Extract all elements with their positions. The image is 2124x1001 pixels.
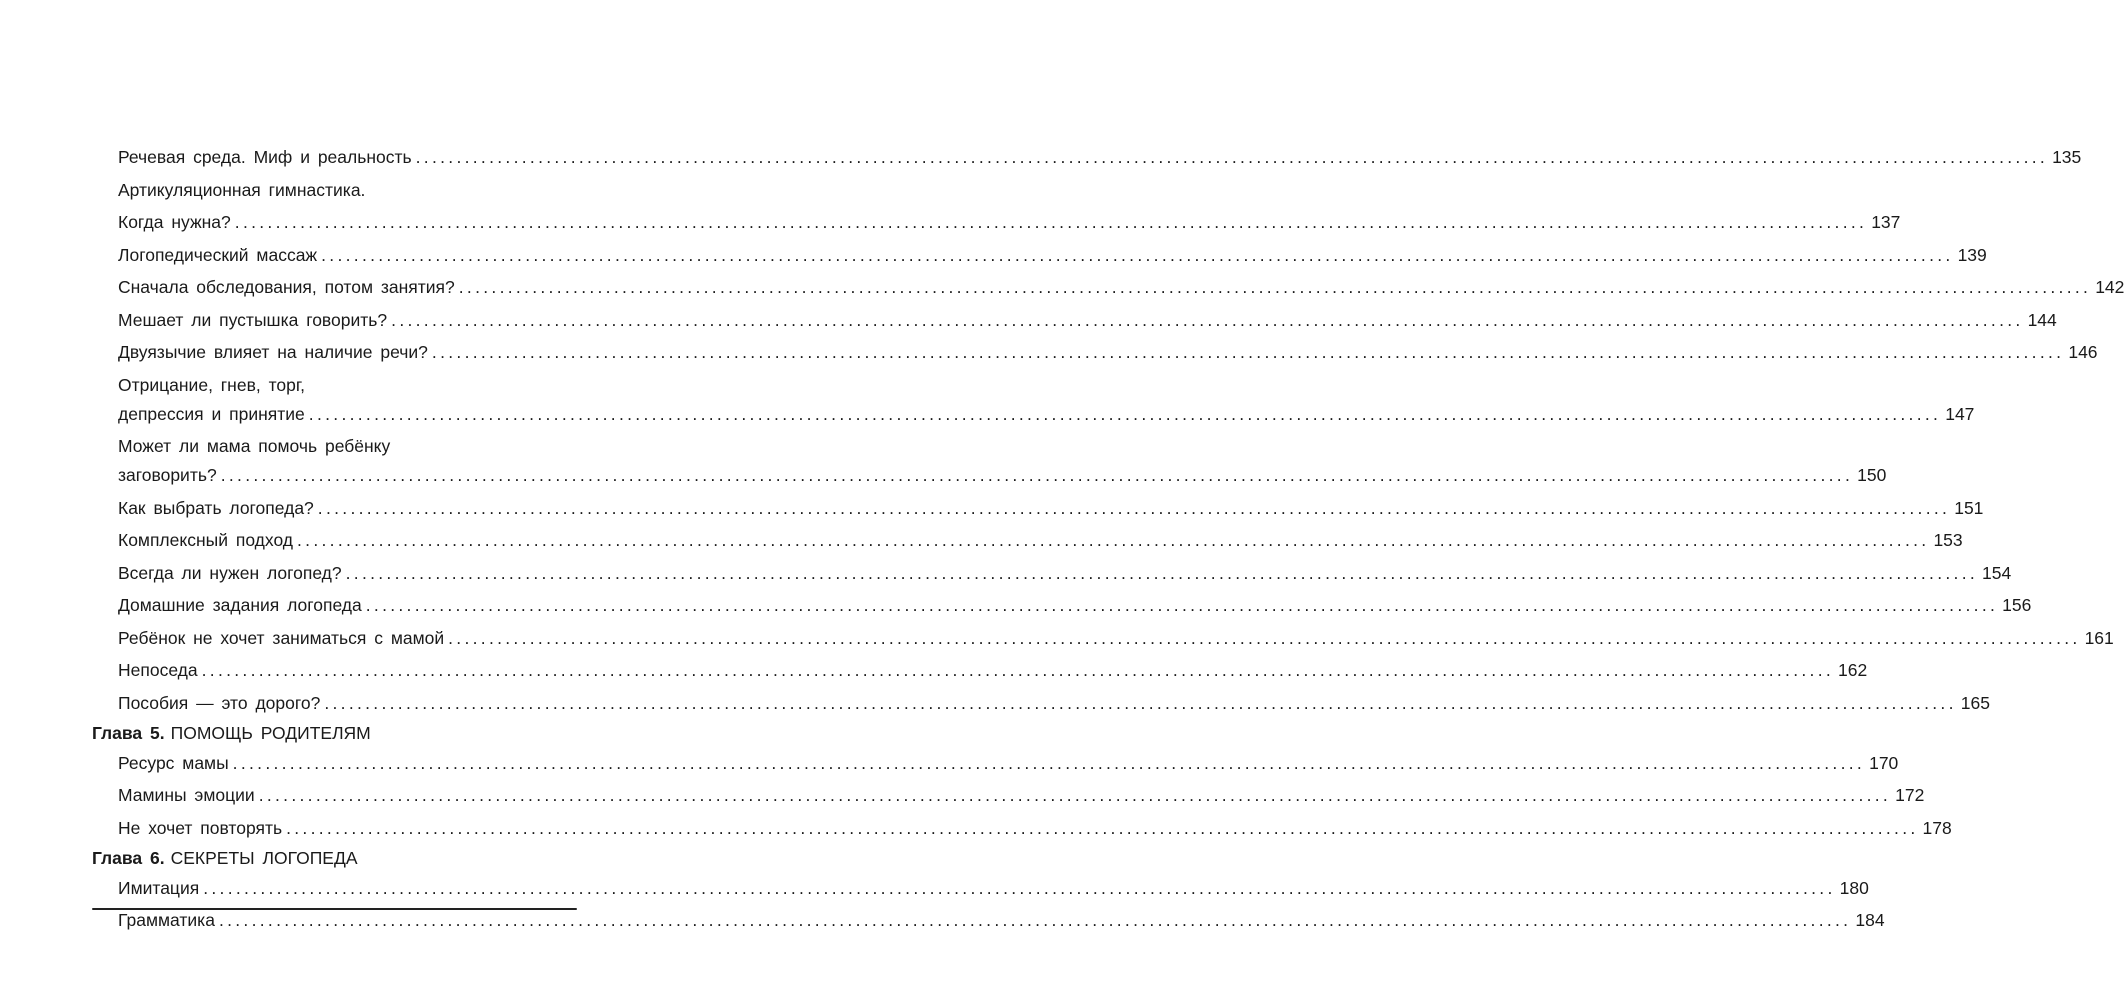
- page-number: 165: [1960, 692, 1990, 713]
- chapter-heading: [92, 848, 578, 868]
- toc-entry: [118, 497, 1984, 518]
- page-number: 135: [2052, 147, 2082, 167]
- page-number: 172: [1895, 785, 1925, 805]
- entry-title-line: Речевая среда. Миф и реальность: [118, 147, 412, 167]
- entry-title-line: Всегда ли нужен логопед?: [118, 562, 342, 583]
- dot-leader: ........................................................................................................................................................................................................: [220, 465, 1854, 485]
- dot-leader: ........................................................................................................................................................................................................: [286, 817, 1919, 838]
- entry-title-line: Двуязычие влияет на наличие речи?: [118, 342, 428, 362]
- entry-title-line: Мешает ли пустышка говорить?: [118, 309, 388, 330]
- page-number: 161: [2084, 627, 2114, 648]
- dot-leader: ........................................................................................................................................................................................................: [297, 530, 1930, 550]
- chapter-title: СЕКРЕТЫ ЛОГОПЕДА: [170, 848, 358, 868]
- entry-title-line: Комплексный подход: [118, 530, 294, 550]
- dot-leader: ........................................................................................................................................................................................................: [415, 147, 2049, 167]
- page-number: 170: [1869, 752, 1899, 773]
- toc-entry: [118, 309, 2057, 330]
- entry-title-line: заговорить?: [118, 465, 217, 485]
- chapter-heading: [92, 723, 578, 743]
- chapter-title: ПОМОЩЬ РОДИТЕЛЯМ: [170, 723, 371, 743]
- dot-leader: ........................................................................................................................................................................................................: [324, 692, 1957, 713]
- dot-leader: ........................................................................................................................................................................................................: [201, 660, 1835, 680]
- toc-entry: [118, 374, 1975, 424]
- dot-leader: ........................................................................................................................................................................................................: [458, 277, 2092, 297]
- entry-title-line: Не хочет повторять: [118, 817, 283, 838]
- page-number: 180: [1839, 877, 1869, 898]
- page-number: 146: [2068, 342, 2098, 362]
- entry-title-line: Как выбрать логопеда?: [118, 497, 314, 518]
- dot-leader: ........................................................................................................................................................................................................: [321, 244, 1954, 265]
- dot-leader: ........................................................................................................................................................................................................: [232, 752, 1866, 773]
- dot-leader: ........................................................................................................................................................................................................: [345, 562, 1979, 583]
- dot-leader: ........................................................................................................................................................................................................: [308, 403, 1942, 424]
- dot-leader: ........................................................................................................................................................................................................: [391, 309, 2024, 330]
- toc-entry: [118, 562, 2012, 583]
- toc-entry: [118, 817, 1952, 838]
- bottom-rule: [92, 908, 577, 910]
- page-number: 156: [2002, 595, 2032, 615]
- page-number: 147: [1945, 403, 1975, 424]
- chapter-number: Глава 5.: [92, 723, 165, 743]
- toc-entry: [118, 660, 1868, 680]
- entry-title-line: Когда нужна?: [118, 212, 231, 232]
- dot-leader: ........................................................................................................................................................................................................: [317, 497, 1951, 518]
- page-number: 150: [1857, 465, 1887, 485]
- dot-leader: ........................................................................................................................................................................................................: [431, 342, 2065, 362]
- page-number: 139: [1957, 244, 1987, 265]
- toc-entry: [118, 179, 1901, 233]
- toc-entry: [118, 595, 2032, 615]
- toc-entry: [118, 436, 1887, 485]
- entry-title-line: Имитация: [118, 877, 200, 898]
- toc-entry: [118, 910, 1885, 930]
- toc-entry: [118, 530, 1963, 550]
- toc-entry: [118, 877, 1869, 898]
- page-number: 184: [1855, 910, 1885, 930]
- dot-leader: ........................................................................................................................................................................................................: [203, 877, 1836, 898]
- entry-title-line: Мамины эмоции: [118, 785, 255, 805]
- entry-title-line: Может ли мама помочь ребёнку: [118, 436, 391, 456]
- page-number: 137: [1871, 212, 1901, 232]
- toc-entry: [118, 147, 2082, 167]
- entry-title-line: Сначала обследования, потом занятия?: [118, 277, 455, 297]
- entry-title-line: Ресурс мамы: [118, 752, 229, 773]
- page-number: 153: [1933, 530, 1963, 550]
- page-number: 162: [1838, 660, 1868, 680]
- entry-title-line: Грамматика: [118, 910, 215, 930]
- dot-leader: ........................................................................................................................................................................................................: [258, 785, 1892, 805]
- chapter-number: Глава 6.: [92, 848, 165, 868]
- page-number: 154: [1982, 562, 2012, 583]
- page-number: 178: [1922, 817, 1952, 838]
- entry-title-line: Логопедический массаж: [118, 244, 318, 265]
- page-number: 151: [1954, 497, 1984, 518]
- entry-title-line: Артикуляционная гимнастика.: [118, 179, 366, 200]
- entry-title-line: Домашние задания логопеда: [118, 595, 362, 615]
- page-number: 144: [2027, 309, 2057, 330]
- toc-entry: [118, 752, 1899, 773]
- page-number: 142: [2095, 277, 2124, 297]
- dot-leader: ........................................................................................................................................................................................................: [218, 910, 1852, 930]
- dot-leader: ........................................................................................................................................................................................................: [234, 212, 1868, 232]
- dot-leader: ........................................................................................................................................................................................................: [365, 595, 1999, 615]
- toc-entry: [118, 342, 2098, 362]
- toc-entry: [118, 244, 1987, 265]
- toc-entry: [118, 277, 2124, 297]
- entry-title-line: Непоседа: [118, 660, 198, 680]
- toc-entry: [118, 627, 2114, 648]
- entry-title-line: Пособия — это дорого?: [118, 692, 321, 713]
- toc-entry: [118, 785, 1925, 805]
- entry-title-line: депрессия и принятие: [118, 403, 305, 424]
- entry-title-line: Ребёнок не хочет заниматься с мамой: [118, 627, 445, 648]
- dot-leader: ........................................................................................................................................................................................................: [448, 627, 2081, 648]
- entry-title-line: Отрицание, гнев, торг,: [118, 374, 305, 395]
- toc-entry: [118, 692, 1990, 713]
